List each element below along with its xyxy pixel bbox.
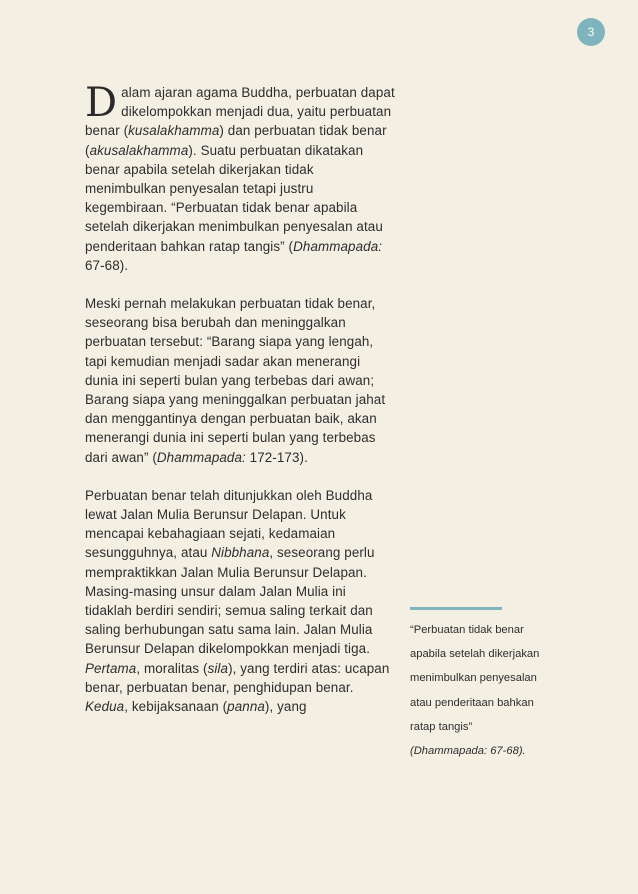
p3-text-2: , seseorang perlu mempraktikkan Jalan Mulia Berunsur Delapan. Masing-masing unsur dalam Jalan Mulia ini tidaklah berdiri sendiri; semua saling terkait dan saling berhubungan satu sama lain. Jalan Mulia Berunsur Delapan dikelompokkan menjadi tiga. [85,545,375,657]
p1-text-3: ). Suatu perbuatan dikatakan benar apabila setelah dikerjakan tidak menimbulkan penyesalan tetapi justru kegembiraan. “Perbuatan tidak benar apabila setelah dikerjakan menimbulkan penyesalan atau penderitaan bahkan ratap tangis” ( [85,142,383,254]
main-text-column [85,80,395,716]
term-akusalakhamma: akusalakhamma [89,142,189,158]
p1-text-1: alam ajaran agama Buddha, perbuatan dapat dikelompokkan menjadi dua, yaitu perbuatan benar ( [85,85,395,139]
pull-quote [410,607,560,763]
p1-text-4: 67-68). [85,257,129,273]
p3-text-6: ), yang [264,699,307,715]
pull-quote-body: “Perbuatan tidak benar apabila setelah dikerjakan menimbulkan penyesalan atau penderitaan bahkan ratap tangis” [410,624,540,733]
p3-text-5: , kebijaksanaan ( [124,699,228,715]
pull-quote-citation: (Dhammapada: 67-68). [410,745,526,758]
p3-text-1: Perbuatan benar telah ditunjukkan oleh Buddha lewat Jalan Mulia Berunsur Delapan. Untuk mencapai kebahagiaan sejati, kedamaian sesungguhnya, atau [85,487,373,561]
drop-cap: D [85,80,118,126]
pull-quote-text [410,618,560,763]
term-nibbhana: Nibbhana [211,545,270,561]
term-panna: panna [227,699,265,715]
citation-dhammapada: Dhammapada: [156,449,246,465]
paragraph-intro [85,80,395,275]
term-pertama: Pertama [85,660,137,676]
p3-text-3: , moralitas ( [136,660,208,676]
p2-text-2: 172-173). [245,449,308,465]
pull-quote-rule [410,607,502,610]
p3-text-4: ), yang terdiri atas: ucapan benar, perbuatan benar, penghidupan benar. [85,660,390,695]
page-number-badge: 3 [577,18,605,46]
paragraph-noble-path [85,486,395,716]
citation-dhammapada: Dhammapada: [293,238,383,254]
term-kedua: Kedua [85,699,125,715]
p2-text-1: Meski pernah melakukan perbuatan tidak benar, seseorang bisa berubah dan meninggalkan perbuatan tersebut: “Barang siapa yang lengah, tapi kemudian menjadi sadar akan menerangi dunia ini seperti bulan yang terbebas dari awan; Barang siapa yang meninggalkan perbuatan jahat dan menggantinya dengan perbuatan baik, akan menerangi dunia ini seperti bulan yang terbebas dari awan” ( [85,296,386,465]
term-kusalakhamma: kusalakhamma [128,123,220,139]
term-sila: sila [207,660,229,676]
paragraph-change [85,294,395,467]
p1-text-2: ) dan perbuatan tidak benar ( [85,123,387,158]
